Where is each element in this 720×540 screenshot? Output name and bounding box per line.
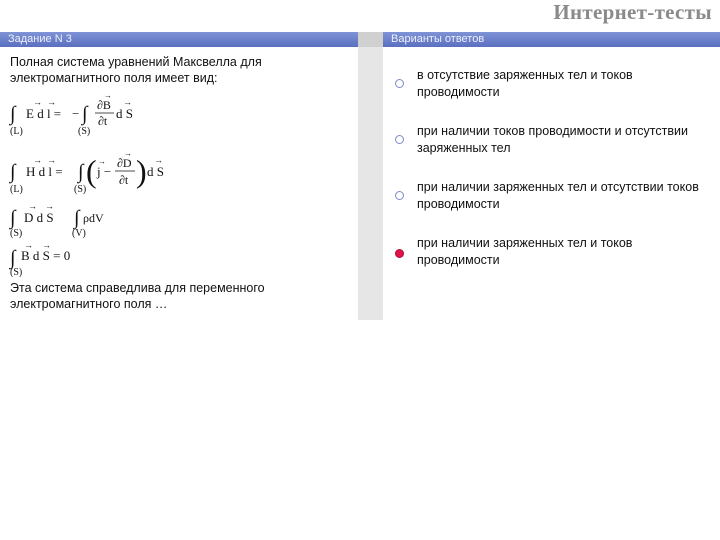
svg-text:B d S = 0: B d S = 0	[21, 248, 71, 263]
answer-option-4[interactable]	[383, 235, 720, 275]
svg-text:(V): (V)	[72, 228, 86, 239]
svg-text:∫: ∫	[82, 103, 88, 125]
answer-option-1[interactable]	[383, 67, 720, 107]
answer-text: при наличии заряженных тел и отсутствии токов проводимости	[417, 180, 699, 211]
svg-text:(S): (S)	[74, 184, 87, 195]
svg-text:→: →	[45, 201, 54, 211]
svg-text:→: →	[47, 155, 56, 165]
svg-text:∫: ∫	[78, 161, 84, 183]
answer-text: при наличии токов проводимости и отсутствии заряженных тел	[417, 124, 688, 155]
answer-text: при наличии заряженных тел и токов проводимости	[417, 236, 633, 267]
answers-header: Варианты ответов	[383, 32, 720, 47]
svg-text:d S: d S	[147, 164, 164, 179]
svg-text:H d l =: H d l =	[26, 164, 63, 179]
task-header: Задание N 3	[0, 32, 358, 47]
radio-button-selected[interactable]	[395, 249, 404, 258]
svg-text:(S): (S)	[10, 267, 23, 277]
equation-3	[8, 201, 104, 239]
svg-text:→: →	[104, 92, 112, 100]
answers-panel	[383, 32, 720, 320]
svg-text:→: →	[24, 240, 33, 250]
svg-text:→: →	[47, 97, 56, 107]
svg-text:(L): (L)	[10, 126, 23, 137]
svg-text:): )	[136, 153, 147, 189]
equation-1	[8, 92, 133, 137]
answer-option-3[interactable]	[383, 179, 720, 219]
radio-button[interactable]	[395, 191, 404, 200]
svg-text:−: −	[72, 106, 80, 121]
svg-text:∫: ∫	[10, 247, 16, 269]
svg-text:∂t: ∂t	[98, 114, 108, 128]
svg-text:→: →	[33, 97, 42, 107]
svg-text:→: →	[98, 157, 106, 166]
panel-divider	[358, 32, 383, 320]
radio-button[interactable]	[395, 135, 404, 144]
svg-text:(S): (S)	[78, 126, 91, 137]
svg-text:∫: ∫	[10, 103, 16, 125]
svg-text:∂D: ∂D	[117, 156, 132, 170]
svg-text:j −: j −	[97, 164, 112, 179]
svg-text:d S: d S	[116, 106, 133, 121]
radio-button[interactable]	[395, 79, 404, 88]
svg-text:∂t: ∂t	[119, 173, 129, 187]
answer-text: в отсутствие заряженных тел и токов проводимости	[417, 68, 633, 99]
svg-text:→: →	[123, 97, 132, 107]
svg-text:∫: ∫	[74, 207, 80, 229]
svg-text:→: →	[42, 240, 51, 250]
svg-text:(: (	[86, 153, 97, 189]
svg-text:E d l =: E d l =	[26, 106, 62, 121]
svg-text:(L): (L)	[10, 184, 23, 195]
question-outro: Эта система справедлива для переменного электромагнитного поля …	[10, 281, 265, 311]
equation-4	[8, 240, 70, 277]
svg-text:→: →	[33, 155, 42, 165]
maxwell-equations	[6, 92, 266, 277]
svg-text:∂B: ∂B	[97, 98, 111, 112]
question-intro: Полная система уравнений Максвелла для электромагнитного поля имеет вид:	[10, 55, 262, 85]
svg-text:→: →	[154, 155, 163, 165]
svg-text:∫: ∫	[10, 161, 16, 183]
equation-2	[8, 149, 164, 195]
site-title: Интернет-тесты	[553, 0, 712, 24]
svg-text:→: →	[124, 149, 132, 158]
svg-text:∫: ∫	[10, 207, 16, 229]
svg-text:(S): (S)	[10, 228, 23, 239]
answer-option-2[interactable]	[383, 123, 720, 163]
svg-text:→: →	[28, 201, 37, 211]
svg-text:D d S: D d S	[24, 210, 54, 225]
svg-text:ρdV: ρdV	[83, 211, 104, 225]
